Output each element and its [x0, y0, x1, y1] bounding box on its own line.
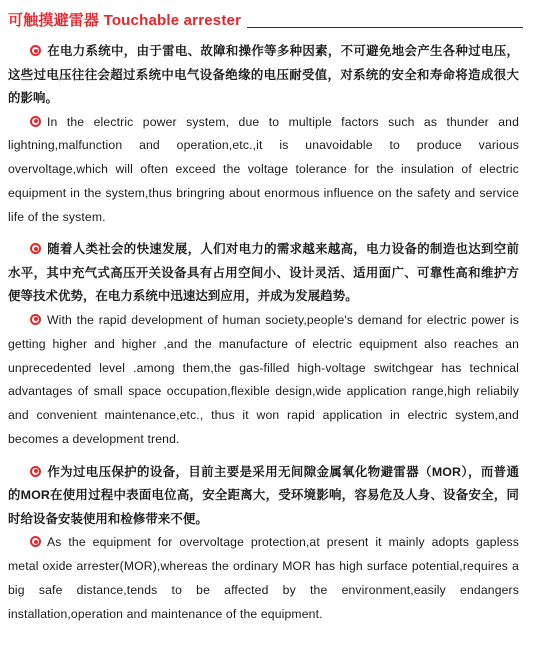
header-title: 可触摸避雷器 Touchable arrester [8, 12, 242, 29]
bullet-icon [30, 45, 41, 56]
paragraph-en-1 [8, 111, 519, 230]
paragraph-zh-2 [8, 238, 519, 309]
paragraph-zh-3 [8, 461, 519, 532]
bullet-icon [30, 466, 41, 477]
paragraph-zh-3-text: 作为过电压保护的设备，目前主要是采用无间隙金属氧化物避雷器（MOR），而普通的MOR在使用过程中表面电位高，安全距离大，受环境影响，容易危及人身、设备安全，同时给设备安装使用和检修带来不便。 [8, 464, 519, 526]
bullet-icon [30, 314, 41, 325]
paragraph-en-1-text: In the electric power system, due to multiple factors such as thunder and lightning,malfunction and operation,etc.,it is unavoidable to produce various overvoltage,which will often exceed the voltage tolerance for the insulation of electric equipment in the system,thus bringring about enormous influence on the safety and service life of the system. [8, 114, 519, 224]
paragraph-en-2-text: With the rapid development of human society,people's demand for electric power is getting higher and higher ,and the manufacture of electric equipment also reaches an unprecedented level .among them,the gas-filled high-voltage switchgear has technical advantages of small space occupation,flexible design,wide application range,high reliabily and convenient maintenance,etc., thus it won rapid application in electric system,and becomes a development trend. [8, 312, 519, 446]
bullet-icon [30, 243, 41, 254]
paragraph-en-3-text: As the equipment for overvoltage protection,at present it mainly adopts gapless metal oxide arrester(MOR),whereas the ordinary MOR has high surface potential,requires a big safe distance,tends to be affected by the environment,easily endangers installation,operation and maintenance of the equipment. [8, 535, 519, 621]
paragraph-zh-1-text: 在电力系统中，由于雷电、故障和操作等多种因素，不可避免地会产生各种过电压，这些过电压往往会超过系统中电气设备绝缘的电压耐受值，对系统的安全和寿命将造成很大的影响。 [8, 44, 519, 105]
paragraph-zh-2-text: 随着人类社会的快速发展，人们对电力的需求越来越高，电力设备的制造也达到空前水平，其中充气式高压开关设备具有占用空间小、设计灵活、适用面广、可靠性高和维护方便等技术优势，在电力系统中迅速达到应用，并成为发展趋势。 [8, 242, 519, 304]
paragraph-zh-1 [8, 40, 519, 111]
header-rule [247, 27, 523, 28]
paragraph-en-3 [8, 531, 519, 626]
section-header [8, 8, 523, 30]
bullet-icon [30, 536, 41, 547]
content-body [8, 40, 519, 626]
paragraph-en-2 [8, 309, 519, 452]
bullet-icon [30, 116, 41, 127]
